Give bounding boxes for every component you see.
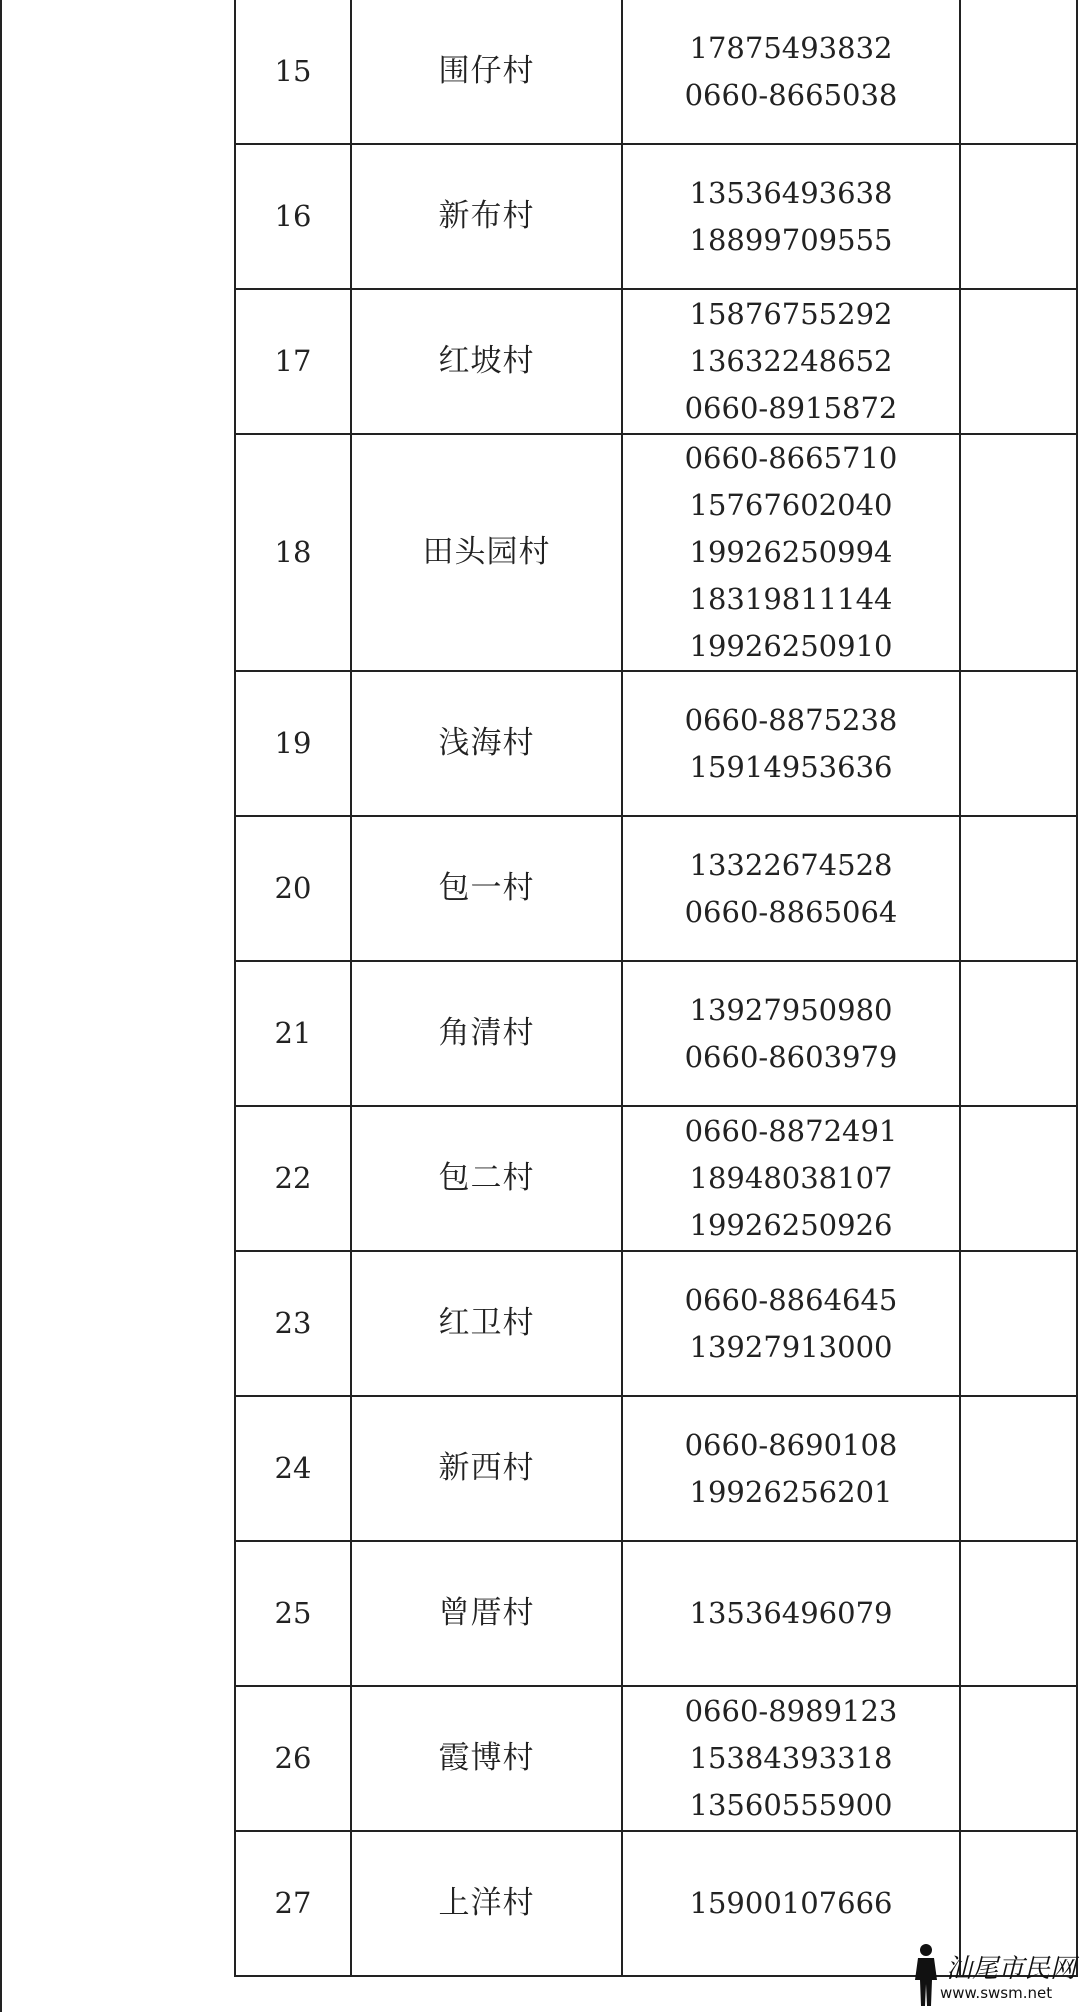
phone-cell — [622, 289, 960, 434]
phone-number: 0660-8665038 — [684, 77, 898, 112]
village-name-cell — [351, 1106, 622, 1251]
phone-number: 18948038107 — [689, 1161, 893, 1195]
phone-number: 0660-8875238 — [684, 702, 898, 737]
row-number-cell — [235, 144, 351, 289]
village-name: 田头园村 — [422, 534, 551, 570]
phone-cell — [622, 1541, 960, 1686]
village-name: 新布村 — [438, 198, 535, 234]
page-left-border — [0, 0, 2, 2012]
village-name-cell — [351, 1251, 622, 1396]
village-name-cell — [351, 816, 622, 961]
row-number-cell — [235, 1541, 351, 1686]
village-name-cell — [351, 1686, 622, 1831]
village-name-cell — [351, 1831, 622, 1976]
village-name: 角清村 — [438, 1015, 535, 1051]
row-number: 17 — [274, 344, 312, 378]
empty-remarks-cell — [960, 0, 1077, 144]
row-number-cell — [235, 0, 351, 144]
table-row — [235, 1251, 1077, 1396]
phone-number: 0660-8872491 — [684, 1114, 898, 1148]
empty-remarks-cell — [960, 1541, 1077, 1686]
phone-number: 19926256201 — [689, 1474, 893, 1509]
row-number: 23 — [274, 1306, 312, 1340]
phone-number: 18319811144 — [689, 582, 893, 616]
village-contact-table — [234, 0, 1078, 1977]
village-name: 霞博村 — [438, 1740, 535, 1776]
table-row — [235, 1106, 1077, 1251]
row-number-cell — [235, 1396, 351, 1541]
phone-number: 13927913000 — [689, 1329, 893, 1364]
phone-number: 13632248652 — [689, 344, 893, 378]
phone-number: 0660-8989123 — [684, 1694, 898, 1728]
row-number: 18 — [274, 535, 312, 569]
table-row — [235, 1686, 1077, 1831]
phone-number: 17875493832 — [689, 30, 893, 65]
row-number-cell — [235, 434, 351, 671]
phone-number: 19926250994 — [689, 535, 893, 569]
row-number-cell — [235, 1831, 351, 1976]
village-name-cell — [351, 289, 622, 434]
row-number-cell — [235, 289, 351, 434]
phone-number: 15914953636 — [689, 749, 893, 784]
phone-cell — [622, 1686, 960, 1831]
village-name: 上洋村 — [438, 1885, 535, 1921]
row-number-cell — [235, 816, 351, 961]
phone-cell — [622, 671, 960, 816]
phone-number: 0660-8915872 — [684, 391, 898, 425]
table-body — [235, 0, 1077, 1976]
phone-cell — [622, 144, 960, 289]
empty-remarks-cell — [960, 1106, 1077, 1251]
phone-cell — [622, 961, 960, 1106]
village-name-cell — [351, 144, 622, 289]
village-name: 围仔村 — [438, 53, 535, 89]
row-number: 15 — [274, 54, 312, 88]
phone-cell — [622, 1106, 960, 1251]
phone-number: 18899709555 — [689, 222, 893, 257]
phone-number: 13322674528 — [689, 847, 893, 882]
phone-number: 0660-8603979 — [684, 1039, 898, 1074]
village-name-cell — [351, 671, 622, 816]
site-watermark — [906, 1942, 1076, 2008]
phone-number: 13560555900 — [689, 1788, 893, 1822]
village-name: 红坡村 — [438, 343, 535, 379]
empty-remarks-cell — [960, 289, 1077, 434]
table-row — [235, 961, 1077, 1106]
village-name: 包一村 — [438, 870, 535, 906]
village-name-cell — [351, 1541, 622, 1686]
phone-number: 0660-8864645 — [684, 1282, 898, 1317]
row-number: 19 — [274, 726, 312, 760]
empty-remarks-cell — [960, 961, 1077, 1106]
table-row — [235, 434, 1077, 671]
phone-number: 13536493638 — [689, 175, 893, 210]
table-row — [235, 0, 1077, 144]
phone-cell — [622, 0, 960, 144]
empty-remarks-cell — [960, 144, 1077, 289]
empty-remarks-cell — [960, 434, 1077, 671]
row-number-cell — [235, 961, 351, 1106]
phone-number: 0660-8690108 — [684, 1427, 898, 1462]
table-row — [235, 1396, 1077, 1541]
table-row — [235, 289, 1077, 434]
table-row — [235, 816, 1077, 961]
phone-number: 15876755292 — [689, 297, 893, 331]
row-number: 27 — [274, 1886, 312, 1920]
empty-remarks-cell — [960, 1686, 1077, 1831]
row-number: 26 — [274, 1741, 312, 1775]
empty-remarks-cell — [960, 671, 1077, 816]
empty-remarks-cell — [960, 1396, 1077, 1541]
phone-number: 0660-8865064 — [684, 894, 898, 929]
phone-number: 19926250910 — [689, 629, 893, 663]
row-number: 21 — [274, 1016, 312, 1050]
village-name: 红卫村 — [438, 1305, 535, 1341]
phone-number: 19926250926 — [689, 1208, 893, 1242]
village-name-cell — [351, 1396, 622, 1541]
row-number: 25 — [274, 1596, 312, 1630]
phone-cell — [622, 434, 960, 671]
phone-number: 13927950980 — [689, 992, 893, 1027]
table-row — [235, 144, 1077, 289]
table-row — [235, 1541, 1077, 1686]
phone-number: 13536496079 — [689, 1596, 893, 1630]
watermark-site-url: www.swsm.net — [940, 1984, 1053, 2002]
row-number: 24 — [274, 1451, 312, 1485]
row-number: 22 — [274, 1161, 312, 1195]
row-number: 20 — [274, 871, 312, 905]
village-name: 曾厝村 — [438, 1595, 535, 1631]
phone-number: 15384393318 — [689, 1741, 893, 1775]
phone-cell — [622, 816, 960, 961]
row-number: 16 — [274, 199, 312, 233]
row-number-cell — [235, 671, 351, 816]
phone-cell — [622, 1251, 960, 1396]
empty-remarks-cell — [960, 1251, 1077, 1396]
row-number-cell — [235, 1251, 351, 1396]
phone-cell — [622, 1396, 960, 1541]
village-name: 浅海村 — [438, 725, 535, 761]
village-name-cell — [351, 434, 622, 671]
table-row — [235, 671, 1077, 816]
watermark-site-name: 汕尾市民网 — [946, 1954, 1077, 1984]
village-name-cell — [351, 961, 622, 1106]
row-number-cell — [235, 1686, 351, 1831]
phone-number: 15767602040 — [689, 488, 893, 522]
village-name-cell — [351, 0, 622, 144]
phone-number: 0660-8665710 — [684, 441, 898, 475]
row-number-cell — [235, 1106, 351, 1251]
village-name: 包二村 — [438, 1160, 535, 1196]
empty-remarks-cell — [960, 816, 1077, 961]
phone-number: 15900107666 — [689, 1886, 893, 1920]
village-name: 新西村 — [438, 1450, 535, 1486]
